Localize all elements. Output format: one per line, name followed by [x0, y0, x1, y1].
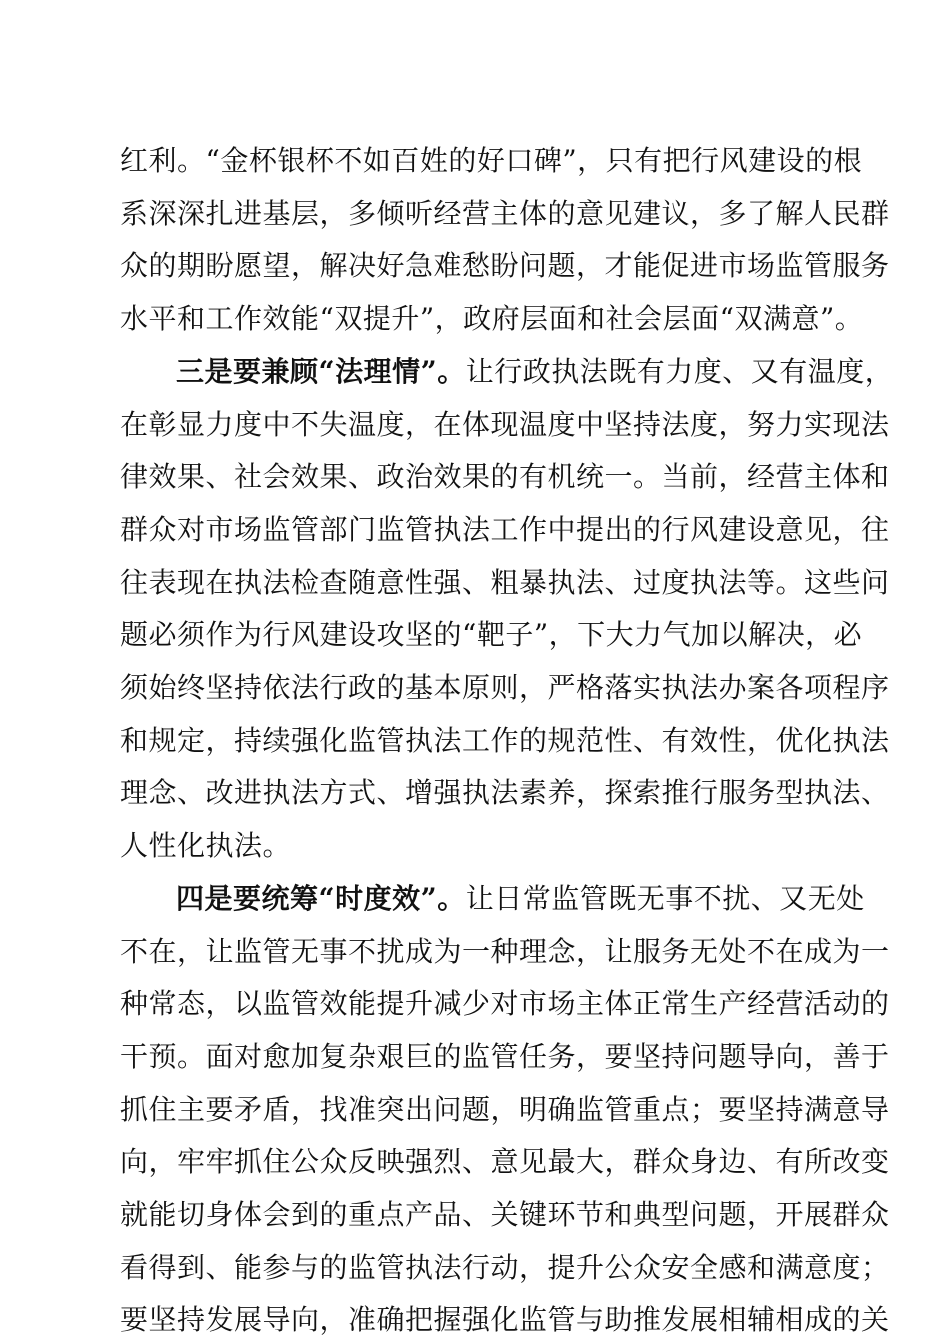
paragraph-2-line: 律效果、社会效果、政治效果的有机统一。当前，经营主体和	[120, 460, 890, 493]
paragraph-3-line: 种常态，以监管效能提升减少对市场主体正常生产经营活动的	[120, 987, 890, 1020]
paragraph-2-first-line	[176, 352, 894, 392]
paragraph-2-line: 题必须作为行风建设攻坚的“靶子”，下大力气加以解决，必	[120, 618, 863, 651]
paragraph-3-first-line	[176, 879, 865, 919]
paragraph-1-line: 系深深扎进基层，多倾听经营主体的意见建议，多了解人民群	[120, 197, 890, 230]
paragraph-3-line: 抓住主要矛盾，找准突出问题，明确监管重点；要坚持满意导	[120, 1093, 890, 1126]
paragraph-3-line: 向，牢牢抓住公众反映强烈、意见最大，群众身边、有所改变	[120, 1145, 890, 1178]
paragraph-2-line: 群众对市场监管部门监管执法工作中提出的行风建设意见，往	[120, 513, 890, 546]
paragraph-3-first-line-text: 让日常监管既无事不扰、又无处	[465, 882, 865, 915]
paragraph-3-line: 看得到、能参与的监管执法行动，提升公众安全感和满意度；	[120, 1251, 890, 1284]
paragraph-2-line: 往表现在执法检查随意性强、粗暴执法、过度执法等。这些问	[120, 566, 890, 599]
paragraph-2-line: 理念、改进执法方式、增强执法素养，探索推行服务型执法、	[120, 776, 890, 809]
paragraph-3-line: 要坚持发展导向，准确把握强化监管与助推发展相辅相成的关	[120, 1303, 890, 1336]
paragraph-2-first-line-text: 让行政执法既有力度、又有温度，	[465, 355, 894, 388]
paragraph-1-line: 红利。“金杯银杯不如百姓的好口碑”，只有把行风建设的根	[120, 144, 863, 177]
paragraph-3-heading: 四是要统筹“时度效”。	[176, 882, 466, 915]
paragraph-3-line: 干预。面对愈加复杂艰巨的监管任务，要坚持问题导向，善于	[120, 1040, 890, 1073]
paragraph-2-line: 和规定，持续强化监管执法工作的规范性、有效性，优化执法	[120, 724, 890, 757]
paragraph-1-line: 众的期盼愿望，解决好急难愁盼问题，才能促进市场监管服务	[120, 249, 890, 282]
paragraph-2-line: 须始终坚持依法行政的基本原则，严格落实执法办案各项程序	[120, 671, 890, 704]
paragraph-2-line: 人性化执法。	[120, 829, 292, 862]
paragraph-3-line: 就能切身体会到的重点产品、关键环节和典型问题，开展群众	[120, 1198, 890, 1231]
paragraph-2-line: 在彰显力度中不失温度，在体现温度中坚持法度，努力实现法	[120, 408, 890, 441]
paragraph-3-line: 不在，让监管无事不扰成为一种理念，让服务无处不在成为一	[120, 935, 890, 968]
paragraph-2-heading: 三是要兼顾“法理情”。	[176, 355, 466, 388]
paragraph-1-line: 水平和工作效能“双提升”，政府层面和社会层面“双满意”。	[120, 302, 864, 335]
